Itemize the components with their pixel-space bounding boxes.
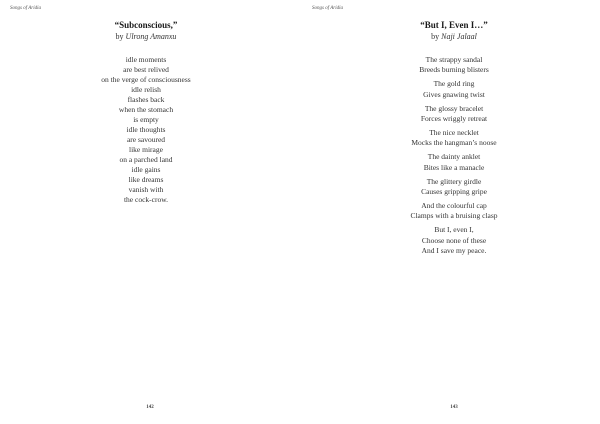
- stanza: [304, 79, 600, 100]
- byline-prefix: by: [431, 32, 440, 41]
- page-number: 143: [450, 405, 458, 410]
- poem-line: The nice necklet: [429, 127, 479, 137]
- poem-line: Clamps with a bruising clasp: [410, 211, 498, 221]
- poem-line: Mocks the hangman’s noose: [411, 138, 497, 148]
- poem-line: the cock-crow.: [123, 195, 169, 204]
- poem-line: idle relish: [131, 85, 161, 94]
- stanza: [304, 128, 600, 149]
- stanza: [304, 104, 600, 125]
- poem-line: Forces wriggly retreat: [420, 114, 488, 124]
- poem-line: idle moments: [125, 55, 167, 64]
- poem-line: are savoured: [126, 135, 166, 144]
- poem-line: The glossy bracelet: [424, 103, 484, 113]
- running-head: Songs of Aridia: [312, 6, 344, 11]
- poem-line: Bites like a manacle: [423, 162, 485, 172]
- poem-line: And the colourful cap: [421, 200, 487, 210]
- stanza: [304, 177, 600, 198]
- poem-byline: [0, 32, 296, 41]
- poem-line: is empty: [133, 115, 159, 124]
- page-number: 142: [146, 405, 154, 410]
- poem-line: vanish with: [128, 185, 164, 194]
- poem-line: Gives gnawing twist: [423, 89, 485, 99]
- poem-line: But I, even I,: [434, 225, 474, 235]
- running-head: Songs of Aridia: [10, 6, 42, 11]
- poem-line: when the stomach: [118, 105, 174, 114]
- poem-byline: [304, 32, 600, 41]
- poem-line: And I save my peace.: [421, 246, 487, 255]
- poem-line: Choose none of these: [421, 235, 487, 245]
- poem-line: on the verge of consciousness: [101, 75, 191, 84]
- poem-line: Causes gripping gripe: [421, 186, 487, 196]
- poem-line: flashes back: [127, 95, 165, 104]
- byline-prefix: by: [115, 32, 124, 41]
- poem-line: The gold ring: [433, 79, 475, 89]
- stanza: [304, 201, 600, 222]
- poem-line: like dreams: [128, 175, 164, 184]
- poem-title: “Subconscious,”: [114, 20, 178, 30]
- poem-body: [304, 55, 600, 260]
- poem-line: like mirage: [129, 145, 163, 154]
- poem-title: “But I, Even I…”: [420, 20, 488, 30]
- poem-line: The strappy sandal: [425, 55, 483, 64]
- poem-line: Breeds burning blisters: [419, 65, 489, 75]
- right-page: [300, 0, 600, 424]
- poem-line: are best relived: [123, 65, 169, 74]
- poem-line: The glittery girdle: [426, 176, 482, 186]
- poem-line: idle gains: [131, 165, 161, 174]
- poem-line: on a parched land: [119, 155, 173, 164]
- stanza: [304, 225, 600, 256]
- poem-body: [0, 55, 296, 205]
- stanza: [304, 152, 600, 173]
- poem-author: Naji Jalaal: [441, 32, 477, 41]
- poem-author: Ulrong Amanxu: [125, 32, 177, 41]
- poem-line: idle thoughts: [126, 125, 166, 134]
- poem-line: The dainty anklet: [427, 152, 481, 162]
- stanza: [304, 55, 600, 76]
